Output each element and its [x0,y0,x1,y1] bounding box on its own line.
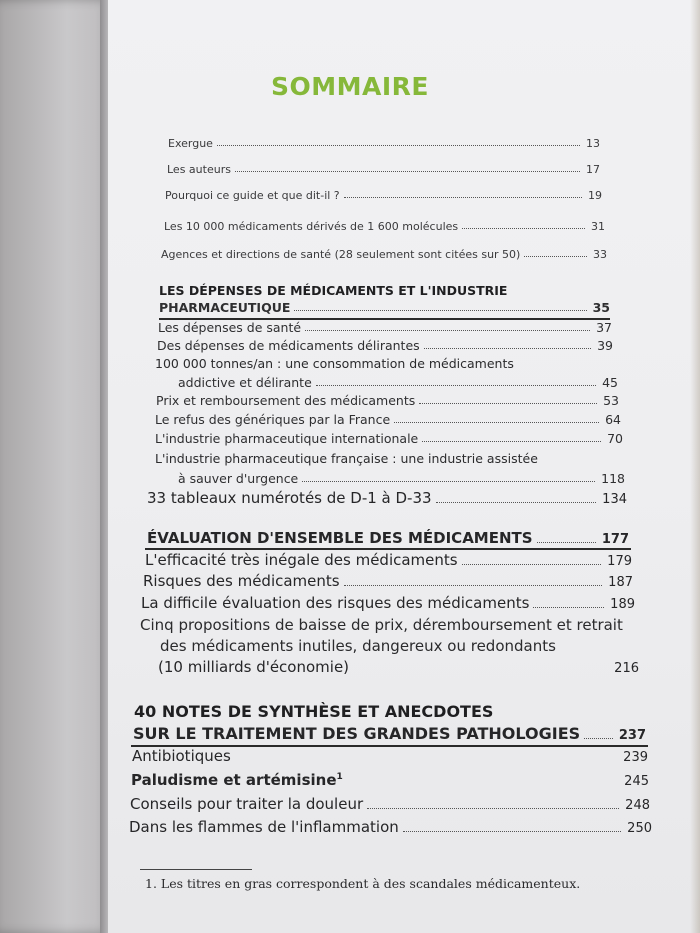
toc-entry: Le refus des génériques par la France 64 [155,412,621,427]
toc-entry: Paludisme et artémisine$^1$ 245 [131,771,649,789]
section-heading-row: PHARMACEUTIQUE 35 [159,300,610,315]
toc-entry: (10 milliards d'économie) 216 [158,658,639,676]
toc-entry: Conseils pour traiter la douleur 248 [130,795,650,813]
toc-entry: Risques des médicaments 187 [143,572,633,590]
toc-entry: Prix et remboursement des médicaments 53 [156,393,619,408]
section-heading-row: ÉVALUATION D'ENSEMBLE DES MÉDICAMENTS 177 [147,529,629,547]
toc-entry: Antibiotiques 239 [132,747,648,765]
toc-entry: Agences et directions de santé (28 seulement sont citées sur 50) 33 [161,248,607,261]
toc-entry: Des dépenses de médicaments délirantes 39 [157,338,613,353]
section-heading: LES DÉPENSES DE MÉDICAMENTS ET L'INDUSTRIE [159,283,508,298]
toc-entry: Exergue 13 [168,137,600,150]
footnote: 1. Les titres en gras correspondent à des scandales médicamenteux. [145,876,581,891]
toc-entry: addictive et délirante 45 [178,375,618,390]
toc-entry: La difficile évaluation des risques des médicaments 189 [141,594,635,612]
section-divider [145,548,631,550]
toc-entry-line: des médicaments inutiles, dangereux ou redondants [160,637,556,655]
footnote-divider [140,869,252,870]
toc-entry: Les dépenses de santé 37 [158,320,612,335]
section-heading-row: SUR LE TRAITEMENT DES GRANDES PATHOLOGIES 237 [133,724,646,743]
toc-entry: Les auteurs 17 [167,163,600,176]
toc-entry-line: L'industrie pharmaceutique française : une industrie assistée [155,451,538,466]
toc-entry: L'efficacité très inégale des médicaments 179 [145,551,632,569]
toc-entry: Les 10 000 médicaments dérivés de 1 600 molécules 31 [164,220,605,233]
toc-entry: Pourquoi ce guide et que dit-il ? 19 [165,189,602,202]
toc-entry: Dans les flammes de l'inflammation 250 [129,818,652,836]
toc-entry-line: Cinq propositions de baisse de prix, déremboursement et retrait [140,616,623,634]
toc-entry: à sauver d'urgence 118 [178,471,625,486]
toc-entry: 33 tableaux numérotés de D-1 à D-33 134 [147,489,627,507]
toc-entry: L'industrie pharmaceutique internationale 70 [155,431,623,446]
section-heading: 40 NOTES DE SYNTHÈSE ET ANECDOTES [134,702,494,721]
toc-entry-line: 100 000 tonnes/an : une consommation de médicaments [155,356,514,371]
page-edge-shadow [690,0,700,933]
left-book-page [0,0,112,933]
page-title: SOMMAIRE [271,72,429,101]
